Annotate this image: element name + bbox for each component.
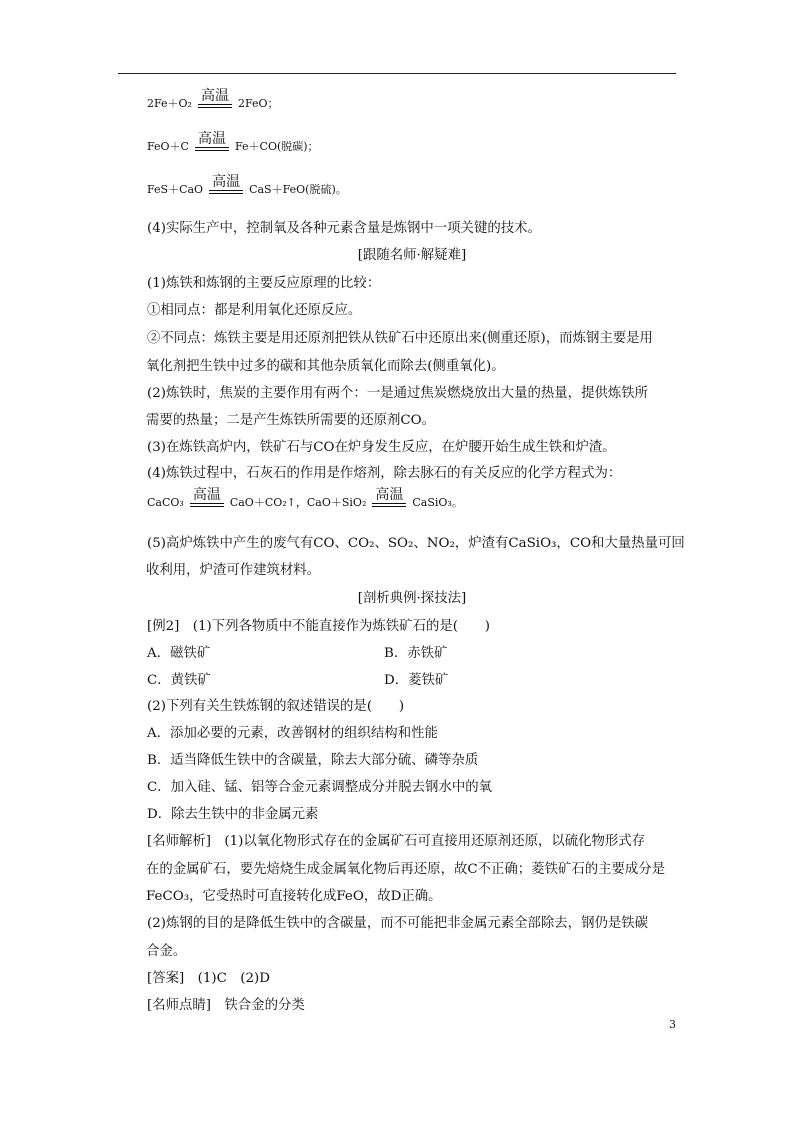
example-question-1: [例2] (1)下列各物质中不能直接作为炼铁矿石的是( ) [147, 619, 490, 634]
option-row [147, 671, 449, 691]
equation-desulfurization [147, 174, 347, 200]
section-heading-examples: [剖析典例·探技法] [357, 591, 467, 606]
equation-right: Fe＋CO(脱碳)； [234, 140, 319, 153]
option-c: C．加入硅、锰、铝等合金元素调整成分并脱去钢水中的氧 [147, 780, 493, 795]
analysis-line3: FeCO₃，它受热时可直接转化成FeO，故D正确。 [146, 889, 442, 904]
point-1a: ①相同点：都是利用氧化还原反应。 [147, 303, 362, 318]
analysis-line1: [名师解析] (1)以氧化物形式存在的金属矿石可直接用还原剂还原，以硫化物形式存 [147, 834, 646, 849]
teacher-tip: [名师点睛] 铁合金的分类 [147, 998, 305, 1013]
equation-decarburization [147, 131, 319, 157]
point-2-line2: 需要的热量；二是产生炼铁所需要的还原剂CO。 [146, 413, 436, 428]
answer: [答案] (1)C (2)D [147, 971, 270, 986]
point-1b-line1: ②不同点：炼铁主要是用还原剂把铁从铁矿石中还原出来(侧重还原)，而炼钢主要是用 [147, 331, 653, 346]
equation-left: FeS＋CaO [147, 183, 204, 196]
analysis-line2: 在的金属矿石，要先焙烧生成金属氧化物后再还原，故C不正确；菱铁矿石的主要成分是 [146, 862, 666, 877]
equation-middle: CaO＋CO₂↑，CaO＋SiO₂ [229, 496, 367, 509]
equation-right: 2FeO； [237, 97, 279, 110]
point-3: (3)在炼铁高炉内，铁矿石与CO在炉身发生反应，在炉腰开始生成生铁和炉渣。 [147, 440, 616, 455]
reaction-condition: 高温 [190, 487, 224, 513]
option-row [147, 644, 448, 664]
equation-limestone [147, 487, 463, 513]
option-c: C．黄铁矿 [147, 673, 211, 688]
reaction-condition: 高温 [195, 131, 229, 157]
equation-left: FeO＋C [147, 140, 189, 153]
option-a: A．磁铁矿 [147, 646, 211, 661]
point-1: (1)炼铁和炼钢的主要反应原理的比较： [147, 276, 381, 291]
option-d: D．除去生铁中的非金属元素 [147, 807, 319, 822]
option-b: B．赤铁矿 [384, 646, 448, 661]
equation-left: CaCO₃ [147, 496, 184, 509]
analysis-line4: (2)炼钢的目的是降低生铁中的含碳量，而不可能把非金属元素全部除去，钢仍是铁碳 [147, 916, 649, 931]
equation-left: 2Fe＋O₂ [147, 97, 192, 110]
reaction-condition: 高温 [209, 174, 243, 200]
reaction-condition: 高温 [372, 487, 406, 513]
option-a: A．添加必要的元素，改善钢材的组织结构和性能 [147, 726, 438, 741]
point-2-line1: (2)炼铁时，焦炭的主要作用有两个：一是通过焦炭燃烧放出大量的热量，提供炼铁所 [147, 386, 649, 401]
equation-iron-oxidation [147, 88, 279, 114]
point-5-line2: 收利用，炉渣可作建筑材料。 [146, 563, 321, 578]
paragraph-4: (4)实际生产中，控制氧及各种元素含量是炼钢中一项关键的技术。 [147, 221, 541, 236]
analysis-line5: 合金。 [146, 944, 187, 959]
point-5-line1: (5)高炉炼铁中产生的废气有CO、CO₂、SO₂、NO₂，炉渣有CaSiO₃，CO和大量热量可回 [147, 536, 685, 551]
point-1b-line2: 氧化剂把生铁中过多的碳和其他杂质氧化而除去(侧重氧化)。 [146, 359, 505, 374]
header-rule [118, 73, 676, 74]
equation-right: CaSiO₃。 [412, 496, 463, 509]
option-d: D．菱铁矿 [384, 673, 449, 688]
reaction-condition: 高温 [198, 88, 232, 114]
page-number: 3 [669, 1018, 676, 1031]
example-question-2: (2)下列有关生铁炼钢的叙述错误的是( ) [147, 699, 405, 714]
point-4: (4)炼铁过程中，石灰石的作用是作熔剂，除去脉石的有关反应的化学方程式为： [147, 466, 622, 481]
option-b: B．适当降低生铁中的含碳量，除去大部分硫、磷等杂质 [147, 753, 479, 768]
section-heading-explain: [跟随名师·解疑难] [357, 248, 467, 263]
equation-right: CaS＋FeO(脱硫)。 [249, 183, 347, 196]
